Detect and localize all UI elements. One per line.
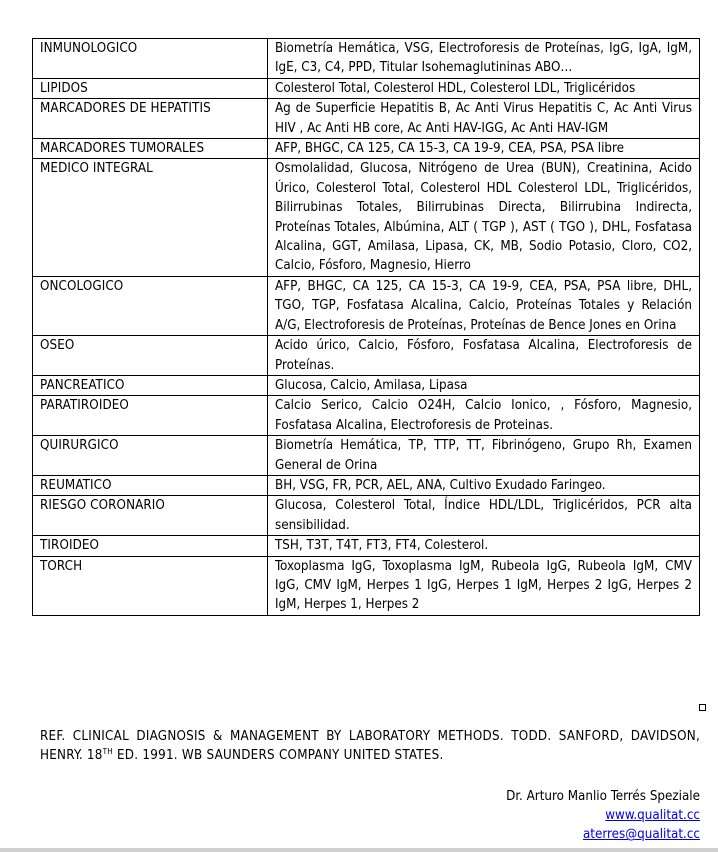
panel-name: INMUNOLOGICO (33, 39, 268, 79)
panel-name: LIPIDOS (33, 78, 268, 98)
panel-tests: BH, VSG, FR, PCR, AEL, ANA, Cultivo Exudado Faringeo. (268, 475, 700, 495)
panel-tests: Glucosa, Calcio, Amilasa, Lipasa (268, 375, 700, 395)
panel-name: MARCADORES TUMORALES (33, 139, 268, 159)
panel-name: REUMATICO (33, 475, 268, 495)
author-name: Dr. Arturo Manlio Terrés Speziale (506, 789, 700, 804)
table-row (33, 39, 700, 79)
panel-name: MEDICO INTEGRAL (33, 159, 268, 276)
panel-tests: TSH, T3T, T4T, FT3, FT4, Colesterol. (268, 536, 700, 556)
table-row (33, 375, 700, 395)
table-resize-handle[interactable] (699, 704, 706, 711)
author-block (506, 787, 700, 845)
reference-text-end: ED. 1991. WB SAUNDERS COMPANY UNITED STATES. (112, 748, 444, 764)
panel-tests: Biometría Hemática, VSG, Electroforesis de Proteínas, IgG, IgA, IgM, IgE, C3, C4, PPD, Titular Isohemaglutininas ABO… (268, 39, 700, 79)
table-row (33, 475, 700, 495)
lab-panels-body (33, 39, 700, 616)
panel-tests: Biometría Hemática, TP, TTP, TT, Fibrinógeno, Grupo Rh, Examen General de Orina (268, 436, 700, 476)
panel-name: ONCOLOGICO (33, 276, 268, 335)
panel-tests: Glucosa, Colesterol Total, Índice HDL/LDL, Triglicéridos, PCR alta sensibilidad. (268, 496, 700, 536)
page-bottom-edge (0, 848, 718, 852)
table-row (33, 536, 700, 556)
panel-name: TIROIDEO (33, 536, 268, 556)
panel-tests: Toxoplasma IgG, Toxoplasma IgM, Rubeola IgG, Rubeola IgM, CMV IgG, CMV IgM, Herpes 1 IgG, Herpes 1 IgM, Herpes 2 IgG, Herpes 2 IgM, Herpes 1, Herpes 2 (268, 556, 700, 615)
panel-tests: AFP, BHGC, CA 125, CA 15-3, CA 19-9, CEA, PSA, PSA libre (268, 139, 700, 159)
table-row (33, 496, 700, 536)
panel-name: OSEO (33, 336, 268, 376)
table-row (33, 99, 700, 139)
website-link[interactable]: www.qualitat.cc (605, 808, 700, 824)
panel-name: PANCREATICO (33, 375, 268, 395)
table-row (33, 396, 700, 436)
panel-name: PARATIROIDEO (33, 396, 268, 436)
email-link[interactable]: aterres@qualitat.cc (582, 827, 700, 843)
table-row (33, 336, 700, 376)
panel-tests: Calcio Serico, Calcio O24H, Calcio Ionico, , Fósforo, Magnesio, Fosfatasa Alcalina, Electroforesis de Proteinas. (268, 396, 700, 436)
panel-name: MARCADORES DE HEPATITIS (33, 99, 268, 139)
panel-tests: Colesterol Total, Colesterol HDL, Colesterol LDL, Triglicéridos (268, 78, 700, 98)
lab-panels-table (32, 38, 700, 616)
panel-name: TORCH (33, 556, 268, 615)
panel-name: RIESGO CORONARIO (33, 496, 268, 536)
reference-citation (40, 727, 700, 766)
table-row (33, 78, 700, 98)
table-row (33, 276, 700, 335)
reference-superscript: TH (102, 747, 113, 757)
panel-tests: Acido úrico, Calcio, Fósforo, Fosfatasa Alcalina, Electroforesis de Proteínas. (268, 336, 700, 376)
panel-tests: Osmolalidad, Glucosa, Nitrógeno de Urea (BUN), Creatinina, Acido Úrico, Colesterol Total, Colesterol HDL Colesterol LDL, Triglicéridos, Bilirrubinas Totales, Bilirrubinas Directa, Bilirrubina Indirecta, Proteínas Totales, Albúmina, ALT ( TGP ), AST ( TGO ), DHL, Fosfatasa Alcalina, GGT, Amilasa, Lipasa, CK, MB, Sodio Potasio, Cloro, CO2, Calcio, Fósforo, Magnesio, Hierro (268, 159, 700, 276)
reference-text: REF. CLINICAL DIAGNOSIS & MANAGEMENT BY LABORATORY METHODS. TODD. SANFORD, DAVIDSON, HENRY. 18 (40, 729, 700, 764)
panel-tests: Ag de Superficie Hepatitis B, Ac Anti Virus Hepatitis C, Ac Anti Virus HIV , Ac Anti HB core, Ac Anti HAV-IGG, Ac Anti HAV-IGM (268, 99, 700, 139)
panel-name: QUIRURGICO (33, 436, 268, 476)
panel-tests: AFP, BHGC, CA 125, CA 15-3, CA 19-9, CEA, PSA, PSA libre, DHL, TGO, TGP, Fosfatasa Alcalina, Calcio, Proteínas Totales y Relación A/G, Electroforesis de Proteínas, Proteínas de Bence Jones en Orina (268, 276, 700, 335)
table-row (33, 159, 700, 276)
table-row (33, 436, 700, 476)
table-row (33, 556, 700, 615)
table-row (33, 139, 700, 159)
